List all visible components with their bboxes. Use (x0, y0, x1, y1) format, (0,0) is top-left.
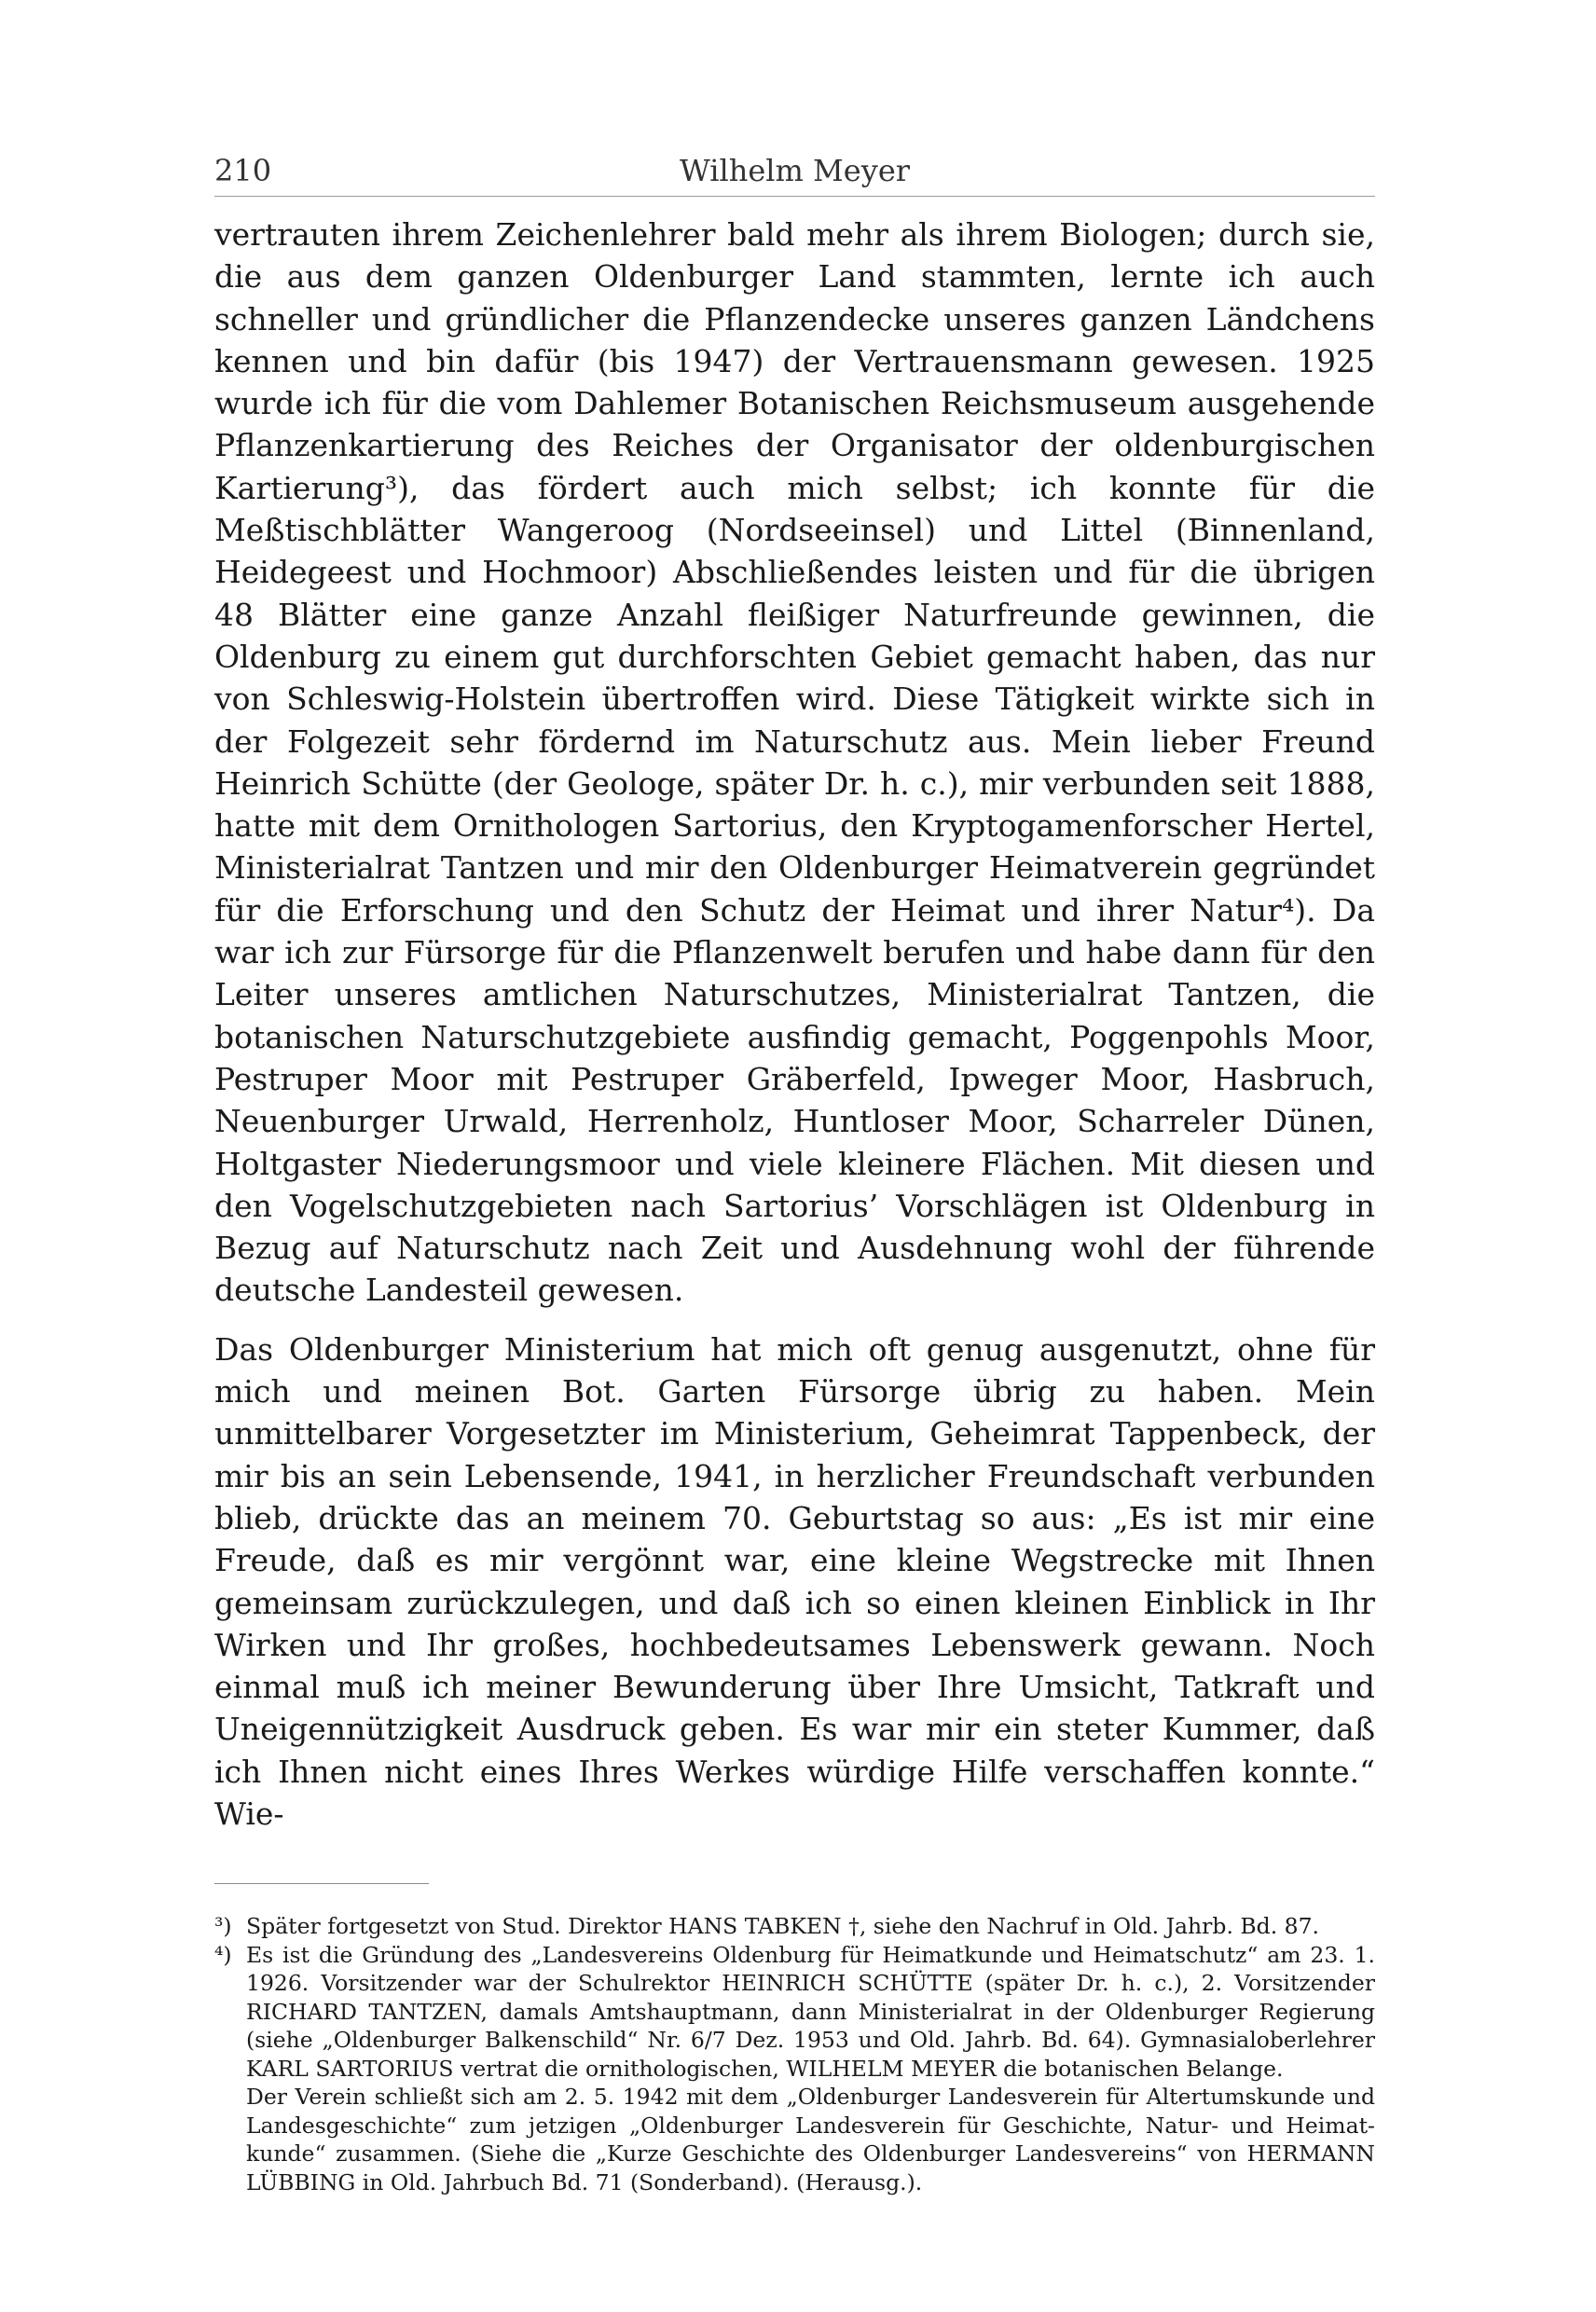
body-paragraph: Das Oldenburger Ministerium hat mich oft genug ausgenutzt, ohne für mich und meinen Bot. Garten Fürsorge übrig zu haben. Mein unmittelbarer Vorgesetzter im Ministerium, Geheimrat Tappenbeck, der mir bis an sein Lebensende, 1941, in herzlicher Freundschaft verbunden blieb, drückte das an meinem 70. Geburtstag so aus: „Es ist mir eine Freude, daß es mir vergönnt war, eine kleine Wegstrecke mit Ihnen gemeinsam zurückzulegen, und daß ich so einen kleinen Einblick in Ihr Wirken und Ihr großes, hochbedeutsames Lebenswerk gewann. Noch einmal muß ich meiner Bewunderung über Ihre Umsicht, Tatkraft und Uneigennützigkeit Ausdruck geben. Es war mir ein steter Kummer, daß ich Ihnen nicht eines Ihres Werkes würdige Hilfe verschaffen konnte.“ Wie- (214, 1330, 1375, 1832)
footnote-text: Der Verein schließt sich am 2. 5. 1942 mit dem „Oldenburger Landesverein für Altertumskunde und Landesgeschichte“ zum jetzigen „Oldenburger Landesverein für Geschichte, Natur- und Heimatkunde“ zusammen. (Siehe die „Kurze Geschichte des Oldenburger Landesvereins“ von HERMANN LÜBBING in Old. Jahrbuch Bd. 71 (Sonderband). (Herausg.). (246, 2084, 1375, 2195)
footnote-marker: ⁴) (214, 1941, 232, 1968)
footnote-3 (214, 1912, 1375, 1941)
footnote-text: Später fortgesetzt von Stud. Direktor HANS TABKEN †, siehe den Nachruf in Old. Jahrb. Bd. 87. (246, 1913, 1320, 1940)
book-page (214, 149, 1375, 2196)
running-head (214, 149, 1375, 197)
page-number: 210 (214, 153, 272, 188)
footnote-marker: ³) (214, 1913, 232, 1940)
footnote-text: Es ist die Gründung des „Landesvereins Oldenburg für Heimatkunde und Heimatschutz“ am 23. 1. 1926. Vorsitzender war der Schulrektor HEINRICH SCHÜTTE (später Dr. h. c.), 2. Vorsitzender RICHARD TANTZEN, damals Amtshauptmann, dann Ministerialrat in der Oldenburger Regierung (siehe „Oldenburger Balkenschild“ Nr. 6/7 Dez. 1953 und Old. Jahrb. Bd. 64). Gymnasialoberlehrer KARL SARTORIUS vertrat die ornithologischen, WILHELM MEYER die botanischen Belange. (246, 1941, 1375, 2082)
footnotes (214, 1912, 1375, 2196)
footnote-divider (214, 1883, 429, 1884)
footnote-4 (214, 1941, 1375, 2197)
body-paragraph: vertrauten ihrem Zeichenlehrer bald mehr als ihrem Biologen; durch sie, die aus dem ganzen Oldenburger Land stammten, lernte ich auch schneller und gründlicher die Pflanzendecke unseres ganzen Ländchens kennen und bin dafür (bis 1947) der Vertrauensmann gewesen. 1925 wurde ich für die vom Dahlemer Botanischen Reichsmuseum ausgehende Pflanzenkartierung des Reiches der Organisator der oldenburgischen Kartierung³), das fördert auch mich selbst; ich konnte für die Meßtischblätter Wangeroog (Nordseeinsel) und Littel (Binnenland, Heidegeest und Hochmoor) Abschließendes leisten und für die übrigen 48 Blätter eine ganze Anzahl fleißiger Naturfreunde gewinnen, die Oldenburg zu einem gut durchforschten Gebiet gemacht haben, das nur von Schleswig-Holstein übertroffen wird. Diese Tätigkeit wirkte sich in der Folgezeit sehr fördernd im Naturschutz aus. Mein lieber Freund Heinrich Schütte (der Geologe, später Dr. h. c.), mir verbunden seit 1888, hatte mit dem Ornithologen Sartorius, den Kryptogamenforscher Hertel, Ministerialrat Tantzen und mir den Oldenburger Heimatverein gegründet für die Erforschung und den Schutz der Heimat und ihrer Natur⁴). Da war ich zur Fürsorge für die Pflanzenwelt berufen und habe dann für den Leiter unseres amtlichen Naturschutzes, Ministerialrat Tantzen, die botanischen Naturschutzgebiete ausfindig gemacht, Poggenpohls Moor, Pestruper Moor mit Pestruper Gräberfeld, Ipweger Moor, Hasbruch, Neuenburger Urwald, Herrenholz, Huntloser Moor, Scharreler Dünen, Holtgaster Niederungsmoor und viele kleinere Flächen. Mit diesen und den Vogelschutzgebieten nach Sartorius’ Vorschlägen ist Oldenburg in Bezug auf Naturschutz nach Zeit und Ausdehnung wohl der führende deutsche Landesteil gewesen. (214, 216, 1375, 1309)
body-text (214, 213, 1375, 1835)
running-title: Wilhelm Meyer (679, 153, 911, 188)
